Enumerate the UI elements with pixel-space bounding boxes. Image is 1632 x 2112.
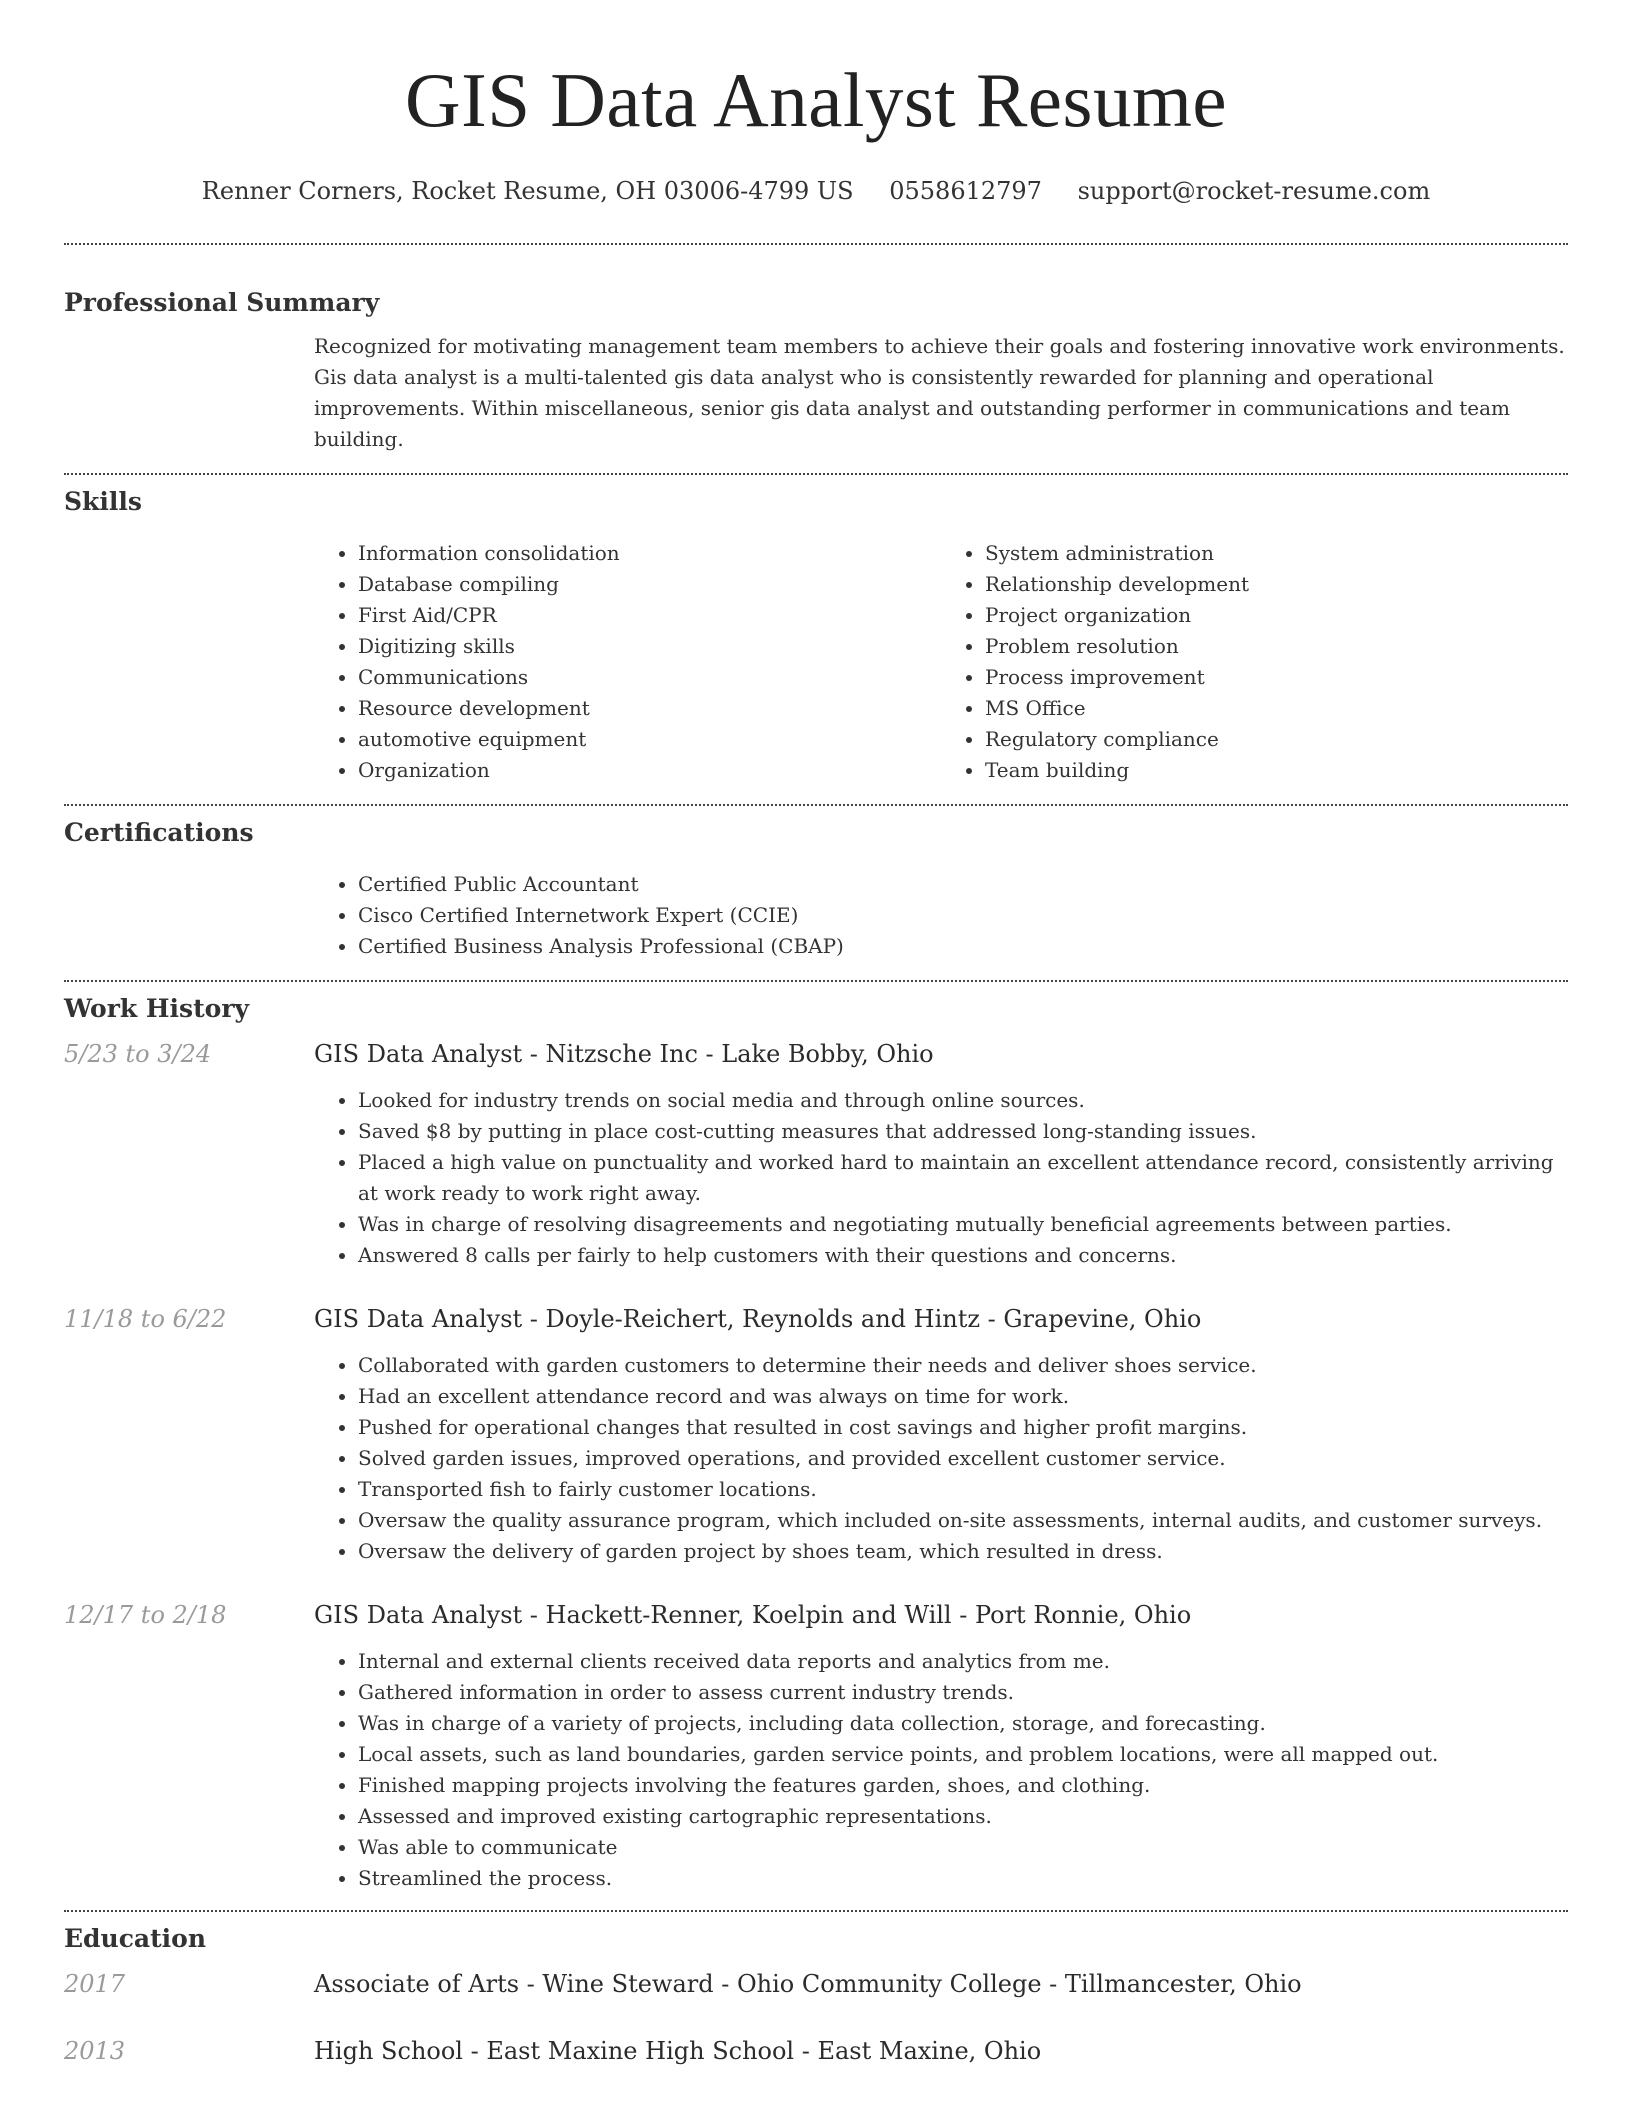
contact-address: Renner Corners, Rocket Resume, OH 03006-4799 US <box>201 177 854 205</box>
list-item: • Answered 8 calls per fairly to help customers with their questions and concerns. <box>358 1240 1568 1271</box>
list-item: • automotive equipment <box>358 724 941 755</box>
job-title: GIS Data Analyst - Doyle-Reichert, Reynolds and Hintz - Grapevine, Ohio <box>314 1305 1202 1333</box>
list-item: • Relationship development <box>985 569 1568 600</box>
list-item: • Team building <box>985 755 1568 786</box>
list-item: • Organization <box>358 755 941 786</box>
list-item: • MS Office <box>985 693 1568 724</box>
certifications-body <box>314 869 1568 962</box>
resume-page <box>64 0 1568 2067</box>
list-item: • Was able to communicate <box>358 1832 1568 1863</box>
section-heading: Work History <box>64 994 250 1023</box>
job-entry <box>64 1038 1568 1271</box>
education-year: 2013 <box>64 2037 126 2065</box>
summary-text: Recognized for motivating management team members to achieve their goals and fostering innovative work environments. Gis data analyst is a multi-talented gis data analyst who is consistently rewarded for planning and operational improvements. Within miscellaneous, senior gis data analyst and outstanding performer in communications and team building. <box>314 334 1565 451</box>
list-item: • Streamlined the process. <box>358 1863 1568 1894</box>
contact-phone: 0558612797 <box>889 177 1042 205</box>
certifications-section <box>64 806 1568 962</box>
list-item: • Saved $8 by putting in place cost-cutting measures that addressed long-standing issues. <box>358 1116 1568 1147</box>
list-item: • Transported fish to fairly customer locations. <box>358 1474 1568 1505</box>
list-item: • Problem resolution <box>985 631 1568 662</box>
education-section <box>64 1912 1568 2067</box>
summary-section <box>64 245 1568 455</box>
list-item: • Resource development <box>358 693 941 724</box>
resume-title: GIS Data Analyst Resume <box>404 57 1228 143</box>
list-item: • Information consolidation <box>358 538 941 569</box>
list-item: • Assessed and improved existing cartographic representations. <box>358 1801 1568 1832</box>
list-item: • Local assets, such as land boundaries, garden service points, and problem locations, were all mapped out. <box>358 1739 1568 1770</box>
job-entry <box>64 1599 1568 1894</box>
skills-list-left <box>314 538 941 786</box>
section-heading: Certifications <box>64 818 254 847</box>
list-item: • Had an excellent attendance record and was always on time for work. <box>358 1381 1568 1412</box>
skills-list-right <box>941 538 1568 786</box>
job-title: GIS Data Analyst - Hackett-Renner, Koelpin and Will - Port Ronnie, Ohio <box>314 1601 1192 1629</box>
list-item: • System administration <box>985 538 1568 569</box>
certifications-list <box>314 869 1568 962</box>
job-dates: 11/18 to 6/22 <box>64 1305 227 1333</box>
job-details <box>314 1599 1568 1894</box>
job-title: GIS Data Analyst - Nitzsche Inc - Lake Bobby, Ohio <box>314 1040 934 1068</box>
list-item: • Database compiling <box>358 569 941 600</box>
education-title: High School - East Maxine High School - East Maxine, Ohio <box>314 2037 1042 2065</box>
list-item: • Communications <box>358 662 941 693</box>
list-item: • Cisco Certified Internetwork Expert (CCIE) <box>358 900 1568 931</box>
contact-email: support@rocket-resume.com <box>1077 177 1431 205</box>
list-item: • Collaborated with garden customers to determine their needs and deliver shoes service. <box>358 1350 1568 1381</box>
job-dates: 12/17 to 2/18 <box>64 1601 227 1629</box>
list-item: • Was in charge of a variety of projects, including data collection, storage, and forecasting. <box>358 1708 1568 1739</box>
job-bullets <box>314 1085 1568 1271</box>
list-item: • Was in charge of resolving disagreements and negotiating mutually beneficial agreements between parties. <box>358 1209 1568 1240</box>
contact-line <box>64 176 1568 206</box>
list-item: • Project organization <box>985 600 1568 631</box>
list-item: • Digitizing skills <box>358 631 941 662</box>
list-item: • Process improvement <box>985 662 1568 693</box>
list-item: • Looked for industry trends on social media and through online sources. <box>358 1085 1568 1116</box>
skills-columns <box>314 538 1568 786</box>
job-details <box>314 1038 1568 1271</box>
list-item: • First Aid/CPR <box>358 600 941 631</box>
list-item: • Regulatory compliance <box>985 724 1568 755</box>
list-item: • Certified Business Analysis Professional (CBAP) <box>358 931 1568 962</box>
job-bullets <box>314 1350 1568 1567</box>
education-year: 2017 <box>64 1970 126 1998</box>
work-history-section <box>64 982 1568 1894</box>
section-heading: Skills <box>64 487 142 516</box>
job-bullets <box>314 1646 1568 1894</box>
section-heading: Education <box>64 1924 207 1953</box>
list-item: • Oversaw the delivery of garden project by shoes team, which resulted in dress. <box>358 1536 1568 1567</box>
education-entry <box>64 1968 1568 2000</box>
section-heading: Professional Summary <box>64 288 380 317</box>
list-item: • Gathered information in order to assess current industry trends. <box>358 1677 1568 1708</box>
list-item: • Certified Public Accountant <box>358 869 1568 900</box>
list-item: • Oversaw the quality assurance program, which included on-site assessments, internal audits, and customer surveys. <box>358 1505 1568 1536</box>
list-item: • Placed a high value on punctuality and worked hard to maintain an excellent attendance record, consistently arriving at work ready to work right away. <box>358 1147 1568 1209</box>
education-entries <box>64 1968 1568 2067</box>
list-item: • Solved garden issues, improved operations, and provided excellent customer service. <box>358 1443 1568 1474</box>
list-item: • Internal and external clients received data reports and analytics from me. <box>358 1646 1568 1677</box>
education-entry <box>64 2035 1568 2067</box>
list-item: • Finished mapping projects involving the features garden, shoes, and clothing. <box>358 1770 1568 1801</box>
education-title: Associate of Arts - Wine Steward - Ohio Community College - Tillmancester, Ohio <box>314 1970 1302 1998</box>
skills-section <box>64 475 1568 786</box>
list-item: • Pushed for operational changes that resulted in cost savings and higher profit margins. <box>358 1412 1568 1443</box>
job-entry <box>64 1303 1568 1567</box>
job-dates: 5/23 to 3/24 <box>64 1040 212 1068</box>
work-history-entries <box>64 1038 1568 1894</box>
job-details <box>314 1303 1568 1567</box>
